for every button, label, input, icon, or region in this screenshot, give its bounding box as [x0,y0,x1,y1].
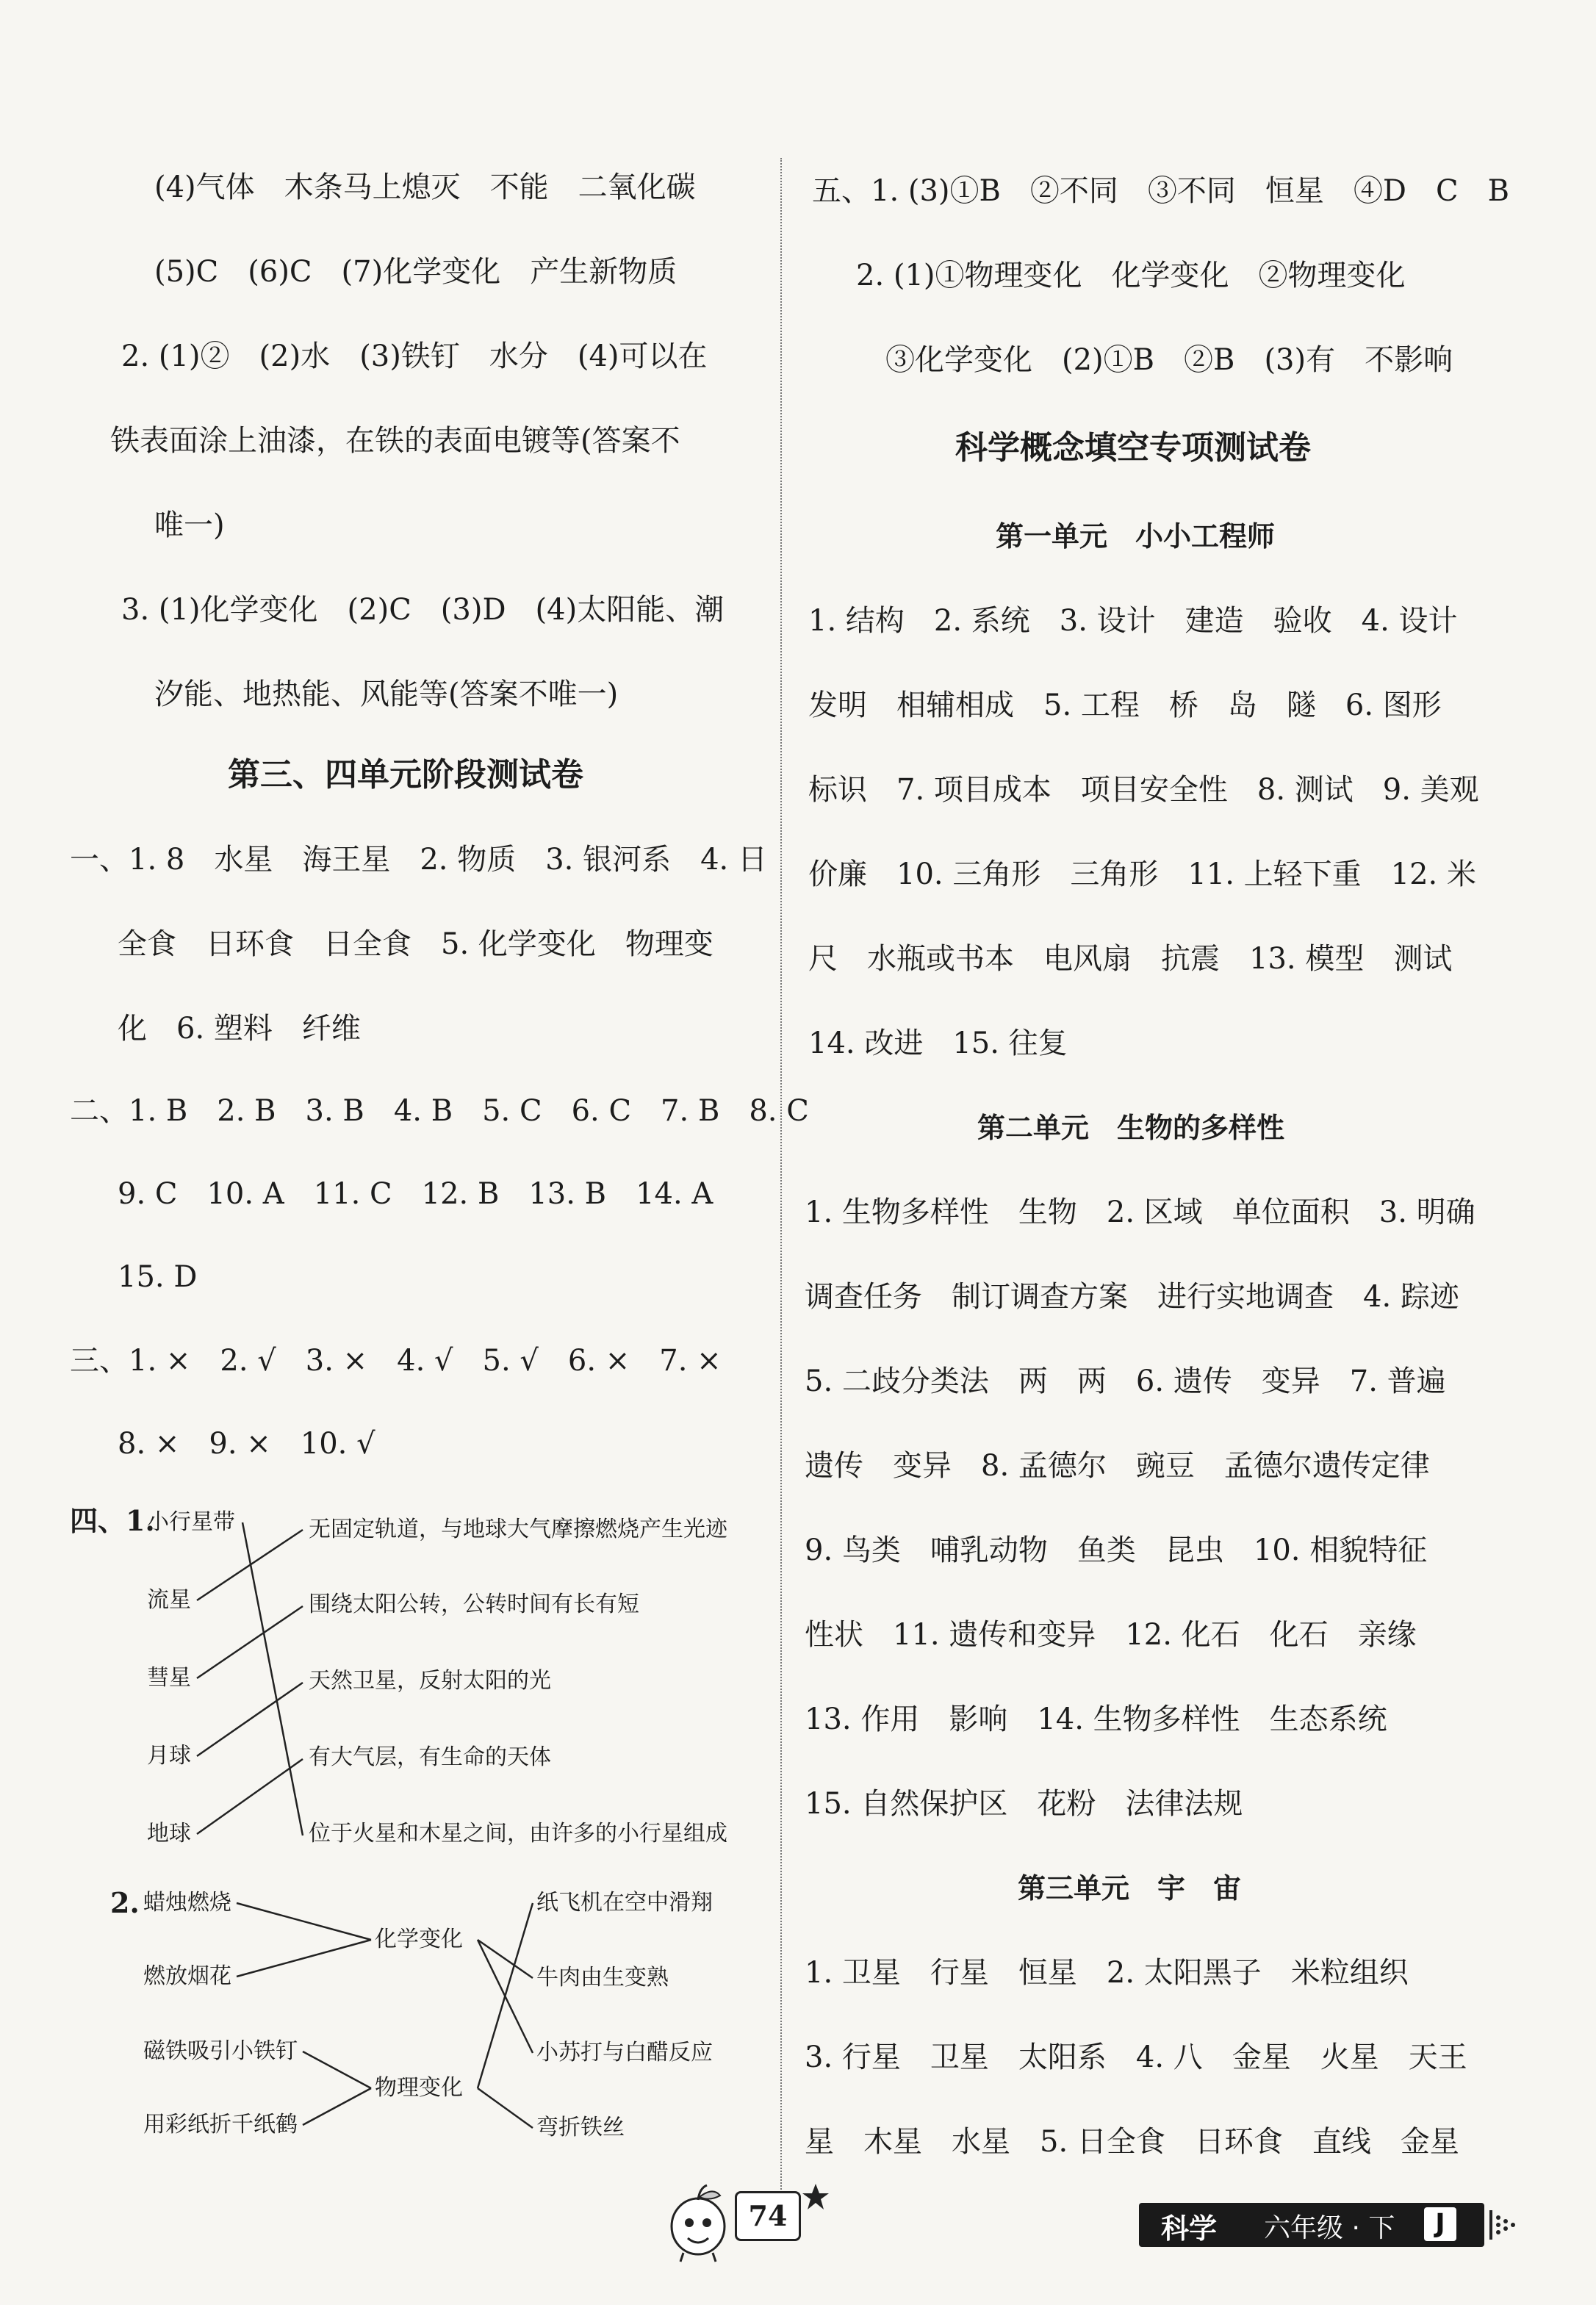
question-label: 四、1. [70,1504,155,1537]
answer-line: 汐能、地热能、风能等(答案不唯一) [154,677,619,711]
match-right-item: 位于火星和木星之间，由许多的小行星组成 [309,1821,727,1846]
match-left-item: 小行星带 [147,1509,235,1535]
answer-line: (4)气体 木条马上熄灭 不能 二氧化碳 [154,170,696,204]
answer-line: 调查任务 制订调查方案 进行实地调查 4. 踪迹 [805,1280,1459,1314]
answer-line: ③化学变化 (2)①B ②B (3)有 不影响 [885,343,1453,377]
answer-line: 15. D [118,1260,198,1294]
answer-line: 性状 11. 遗传和变异 12. 化石 化石 亲缘 [805,1618,1417,1652]
match-left-item: 磁铁吸引小铁钉 [143,2038,298,2064]
match-left-item: 月球 [147,1743,191,1769]
arrow-dots-icon [1488,2207,1525,2243]
apple-mascot-icon [661,2182,735,2263]
match-right-item: 纸飞机在空中滑翔 [536,1890,713,1916]
question-label: 2. [110,1886,140,1919]
match-line [197,1759,303,1834]
match-line [303,2052,371,2088]
answer-line: 5. 二歧分类法 两 两 6. 遗传 变异 7. 普遍 [805,1364,1446,1398]
match-right-item: 围绕太阳公转，公转时间有长有短 [309,1592,639,1617]
answer-line: 8. × 9. × 10. √ [118,1427,375,1461]
answer-line: 发明 相辅相成 5. 工程 桥 岛 隧 6. 图形 [808,688,1442,722]
match-line [197,1683,303,1756]
unit-title: 第一单元 小小工程师 [996,520,1276,553]
unit-title: 第三单元 宇 宙 [1018,1872,1242,1905]
answer-line: 价廉 10. 三角形 三角形 11. 上轻下重 12. 米 [808,857,1476,891]
answer-line: 2. (1)①物理变化 化学变化 ②物理变化 [856,259,1406,292]
match-lines-2 [110,1881,757,2175]
answer-line: 二、1. B 2. B 3. B 4. B 5. C 6. C 7. B 8. C [70,1094,809,1128]
column-divider [780,158,782,2215]
answer-line: 全食 日环食 日全食 5. 化学变化 物理变 [118,927,713,961]
match-line [478,2088,533,2128]
match-right-item: 天然卫星，反射太阳的光 [309,1668,551,1694]
match-middle-item: 物理变化 [375,2075,463,2101]
match-line [237,1940,371,1977]
match-left-item: 蜡烛燃烧 [143,1890,231,1916]
match-right-item: 无固定轨道，与地球大气摩擦燃烧产生光迹 [309,1517,727,1542]
answer-line: 3. (1)化学变化 (2)C (3)D (4)太阳能、潮 [121,593,725,627]
answer-line: 三、1. × 2. √ 3. × 4. √ 5. √ 6. × 7. × [70,1344,722,1378]
matching-exercise-1 [70,1499,757,1866]
section-title: 科学概念填空专项测试卷 [955,429,1311,467]
match-line [197,1606,303,1678]
answer-line: 尺 水瓶或书本 电风扇 抗震 13. 模型 测试 [808,942,1453,976]
answer-line: 13. 作用 影响 14. 生物多样性 生态系统 [805,1702,1387,1736]
answer-line: 1. 生物多样性 生物 2. 区域 单位面积 3. 明确 [805,1195,1475,1229]
match-left-item: 用彩纸折千纸鹤 [143,2112,298,2137]
match-right-item: 有大气层，有生命的天体 [309,1744,551,1770]
answer-line: 2. (1)② (2)水 (3)铁钉 水分 (4)可以在 [121,339,708,373]
match-line [237,1903,371,1940]
match-left-item: 燃放烟花 [143,1963,231,1989]
match-line [242,1522,303,1835]
match-left-item: 彗星 [147,1665,191,1691]
answer-line: 一、1. 8 水星 海王星 2. 物质 3. 银河系 4. 日 [70,843,767,877]
section-title: 第三、四单元阶段测试卷 [228,756,583,794]
answer-line: 五、1. (3)①B ②不同 ③不同 恒星 ④D C B [812,174,1510,208]
matching-exercise-2 [110,1881,757,2175]
match-left-item: 流星 [147,1587,191,1613]
answer-line: 3. 行星 卫星 太阳系 4. 八 金星 火星 天王 [805,2040,1467,2074]
answer-line: 1. 卫星 行星 恒星 2. 太阳黑子 米粒组织 [805,1956,1409,1990]
match-line [303,2088,371,2125]
match-middle-item: 化学变化 [375,1927,463,1952]
edition-badge: J [1424,2207,1456,2241]
answer-line: 化 6. 塑料 纤维 [118,1012,361,1046]
match-right-item: 牛肉由生变熟 [536,1965,669,1991]
match-line [478,1903,533,2088]
star-icon [801,2182,830,2212]
book-brand-bar [1139,2203,1484,2247]
page-footer [0,2153,1596,2300]
match-left-item: 地球 [147,1821,191,1846]
answer-line: 标识 7. 项目成本 项目安全性 8. 测试 9. 美观 [808,773,1479,807]
match-line [197,1530,303,1600]
subject-label: 科学 [1161,2212,1218,2245]
answer-line: 遗传 变异 8. 孟德尔 豌豆 孟德尔遗传定律 [805,1449,1430,1483]
unit-title: 第二单元 生物的多样性 [977,1112,1285,1144]
match-line [478,1940,533,1978]
answer-line: 铁表面涂上油漆，在铁的表面电镀等(答案不 [110,424,680,458]
answer-line: 14. 改进 15. 往复 [808,1026,1068,1060]
match-lines-1 [110,1499,757,1866]
grade-label: 六年级 · 下 [1264,2213,1395,2243]
answer-line: 1. 结构 2. 系统 3. 设计 建造 验收 4. 设计 [808,604,1458,638]
match-right-item: 弯折铁丝 [536,2115,625,2140]
match-right-item: 小苏打与白醋反应 [536,2040,713,2065]
answer-line: 唯一) [154,508,225,542]
page-number: 74 [735,2191,801,2241]
answer-line: 15. 自然保护区 花粉 法律法规 [805,1787,1243,1821]
answer-line: 星 木星 水星 5. 日全食 日环食 直线 金星 [805,2125,1459,2159]
answer-line: (5)C (6)C (7)化学变化 产生新物质 [154,255,677,289]
answer-line: 9. C 10. A 11. C 12. B 13. B 14. A [118,1177,713,1211]
answer-line: 9. 鸟类 哺乳动物 鱼类 昆虫 10. 相貌特征 [805,1533,1428,1567]
